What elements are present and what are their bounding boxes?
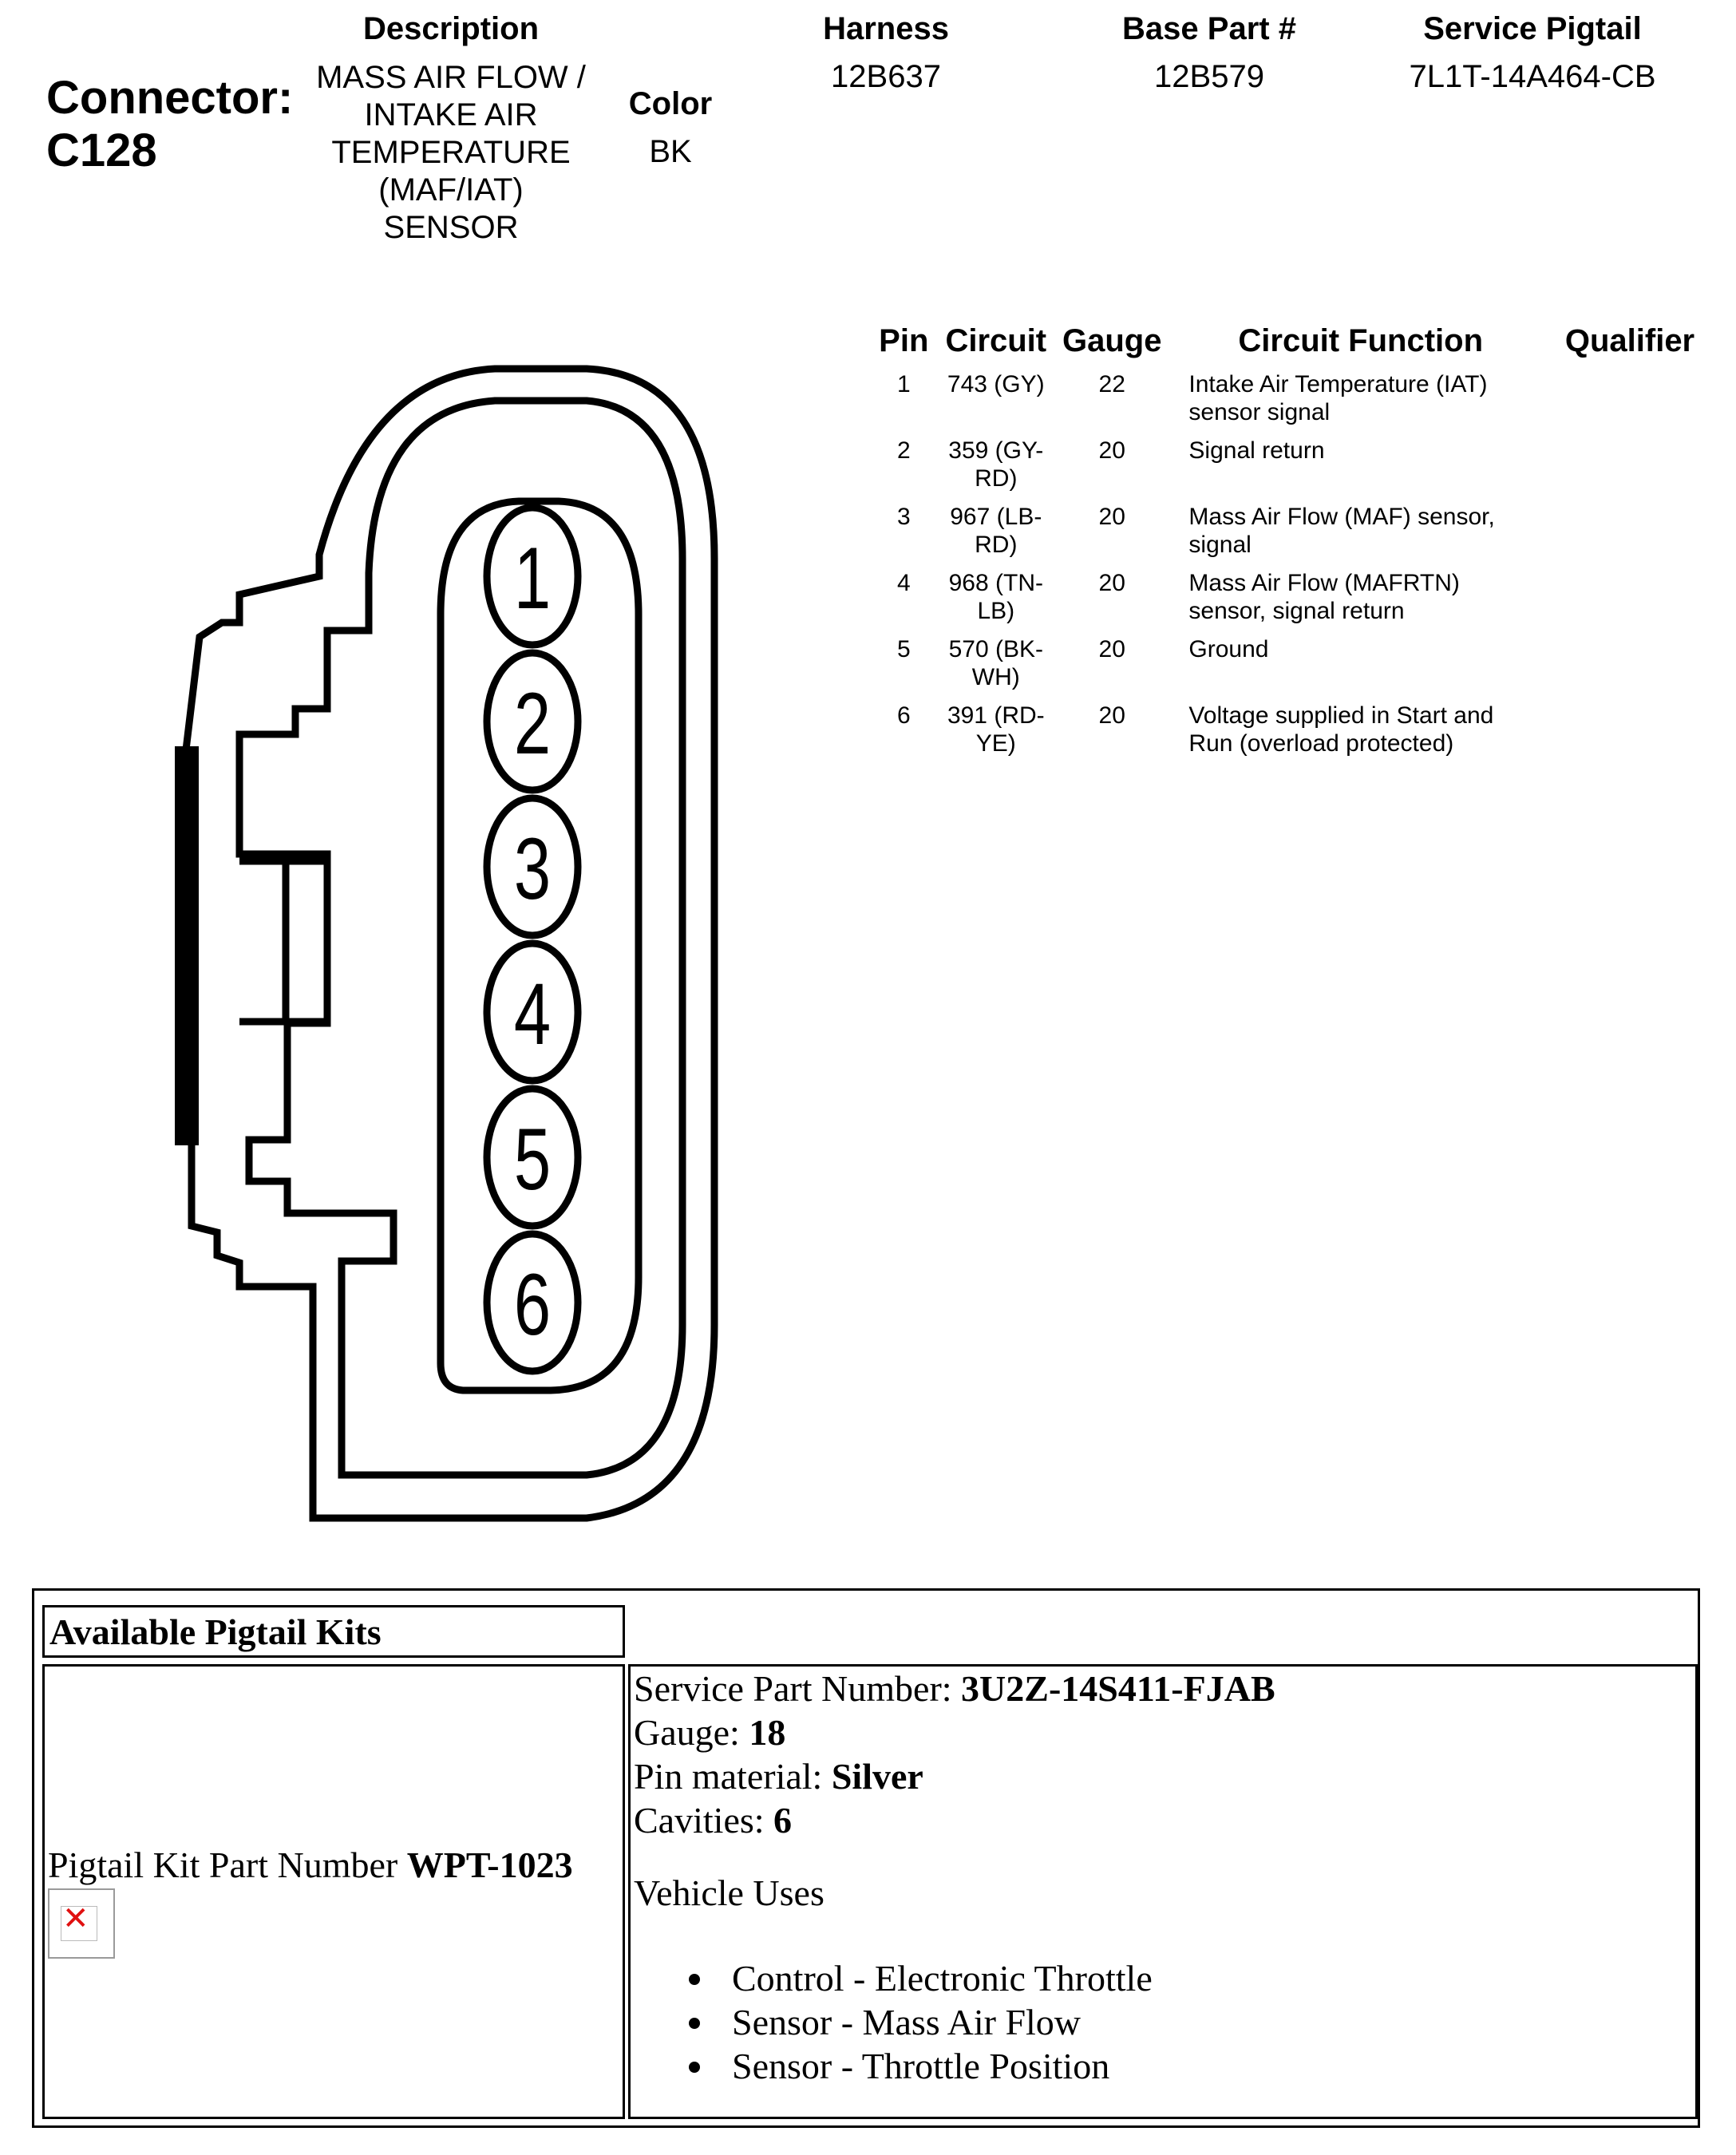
base-part-value: 12B579 bbox=[1154, 59, 1264, 94]
circuit-function-cell-line: Mass Air Flow (MAF) sensor, bbox=[1188, 504, 1495, 530]
cavities-label: Cavities: bbox=[634, 1800, 774, 1841]
vehicle-use-item bbox=[732, 2000, 1275, 2044]
description-line: SENSOR bbox=[383, 210, 519, 245]
circuit-function-cell-line: Voltage supplied in Start and bbox=[1188, 702, 1494, 729]
pin-row bbox=[870, 635, 1708, 702]
gauge-label: Gauge: bbox=[634, 1712, 749, 1753]
pin-row bbox=[870, 503, 1708, 569]
color-value: BK bbox=[649, 134, 692, 169]
circuit-function-cell bbox=[1169, 702, 1552, 768]
circuit-function-cell-line: Signal return bbox=[1188, 437, 1325, 464]
vehicle-use-text: Control - Electronic Throttle bbox=[732, 1958, 1153, 1999]
circuit-cell-line: WH) bbox=[971, 664, 1020, 690]
pigtail-details-cell bbox=[628, 1664, 1698, 2119]
pin-cavity-label: 3 bbox=[513, 819, 552, 918]
pin-cavity-label: 2 bbox=[513, 674, 552, 773]
circuit-cell-line: RD) bbox=[975, 532, 1018, 558]
pin-cavity-label: 1 bbox=[513, 528, 552, 627]
pigtail-kit-cell bbox=[42, 1664, 625, 2119]
pigtail-kits-panel bbox=[32, 1588, 1700, 2128]
col-header-circuit-function: Circuit Function bbox=[1238, 323, 1484, 358]
gauge-cell: 20 bbox=[1098, 570, 1125, 596]
circuit-function-cell-line: signal bbox=[1188, 532, 1252, 558]
circuit-cell-line: 391 (RD- bbox=[947, 702, 1045, 729]
vehicle-uses-list bbox=[634, 1956, 1275, 2088]
circuit-cell bbox=[938, 702, 1054, 768]
service-part-value: 3U2Z-14S411-FJAB bbox=[961, 1668, 1275, 1709]
circuit-function-cell-line: Intake Air Temperature (IAT) bbox=[1188, 371, 1488, 397]
connector-face-diagram bbox=[152, 351, 734, 1532]
circuit-function-cell-line: Ground bbox=[1188, 636, 1269, 662]
broken-image-icon[interactable]: ✕ bbox=[48, 1888, 115, 1959]
circuit-cell bbox=[938, 370, 1054, 437]
gauge-value: 18 bbox=[749, 1712, 786, 1753]
pin-number-cell: 6 bbox=[896, 702, 911, 729]
pin-number-cell: 5 bbox=[896, 636, 911, 662]
qualifier-cell bbox=[1552, 569, 1708, 635]
qualifier-cell bbox=[1552, 370, 1708, 437]
col-header-gauge: Gauge bbox=[1062, 323, 1162, 358]
description-line: INTAKE AIR bbox=[364, 97, 538, 132]
col-header-circuit: Circuit bbox=[945, 323, 1047, 358]
color-header: Color bbox=[628, 86, 713, 121]
description-line: (MAF/IAT) bbox=[378, 172, 524, 208]
circuit-cell bbox=[938, 635, 1054, 702]
pin-number-cell: 1 bbox=[896, 371, 911, 397]
circuit-cell bbox=[938, 569, 1054, 635]
vehicle-use-text: Sensor - Throttle Position bbox=[732, 2046, 1110, 2086]
cavities-value: 6 bbox=[773, 1800, 793, 1841]
pin-table bbox=[870, 323, 1708, 768]
pin-table-body bbox=[870, 370, 1708, 768]
connector-id: C128 bbox=[46, 125, 157, 176]
description-line: TEMPERATURE bbox=[331, 135, 571, 170]
circuit-function-cell-line: Mass Air Flow (MAFRTN) bbox=[1188, 570, 1460, 596]
circuit-function-cell-line: Run (overload protected) bbox=[1188, 730, 1454, 757]
qualifier-cell bbox=[1552, 503, 1708, 569]
pin-table-header-row bbox=[870, 323, 1708, 370]
service-pigtail-header: Service Pigtail bbox=[1423, 11, 1642, 46]
pin-cavity-label: 6 bbox=[513, 1255, 552, 1354]
circuit-cell bbox=[938, 437, 1054, 503]
pin-row bbox=[870, 370, 1708, 437]
circuit-function-cell bbox=[1169, 503, 1552, 569]
kit-part-value: WPT-1023 bbox=[406, 1845, 573, 1885]
circuit-cell-line: 743 (GY) bbox=[947, 371, 1045, 397]
description-text bbox=[303, 59, 599, 247]
housing-inner-outline bbox=[239, 401, 682, 1475]
gauge-row bbox=[634, 1710, 1275, 1754]
pin-cavity-label: 4 bbox=[513, 964, 552, 1063]
qualifier-cell bbox=[1552, 702, 1708, 768]
vehicle-use-text: Sensor - Mass Air Flow bbox=[732, 2002, 1082, 2042]
circuit-function-cell bbox=[1169, 370, 1552, 437]
base-part-header: Base Part # bbox=[1122, 11, 1296, 46]
qualifier-cell bbox=[1552, 635, 1708, 702]
vehicle-use-item bbox=[732, 1956, 1275, 2000]
bullet-icon bbox=[689, 2062, 700, 2073]
pigtail-details bbox=[634, 1667, 1275, 2088]
circuit-cell-line: 968 (TN- bbox=[948, 570, 1043, 596]
gauge-cell: 22 bbox=[1098, 371, 1125, 397]
circuit-cell-line: RD) bbox=[975, 465, 1018, 492]
circuit-function-cell bbox=[1169, 635, 1552, 702]
pigtail-title-cell bbox=[42, 1605, 625, 1658]
harness-header: Harness bbox=[823, 11, 949, 46]
vehicle-use-item bbox=[732, 2044, 1275, 2088]
circuit-cell bbox=[938, 503, 1054, 569]
pin-number-cell: 4 bbox=[896, 570, 911, 596]
vehicle-uses-heading: Vehicle Uses bbox=[634, 1872, 825, 1913]
side-rib bbox=[175, 746, 199, 1145]
pin-row bbox=[870, 437, 1708, 503]
circuit-cell-line: 570 (BK- bbox=[948, 636, 1043, 662]
gauge-cell: 20 bbox=[1098, 504, 1125, 530]
pin-circles bbox=[487, 508, 578, 1371]
circuit-function-cell bbox=[1169, 569, 1552, 635]
gauge-cell: 20 bbox=[1098, 636, 1125, 662]
pin-number-cell: 3 bbox=[896, 504, 911, 530]
circuit-function-cell-line: sensor, signal return bbox=[1188, 598, 1405, 624]
housing-outer-outline bbox=[180, 369, 714, 1518]
bullet-icon bbox=[689, 2018, 700, 2029]
service-part-label: Service Part Number: bbox=[634, 1668, 962, 1709]
gauge-cell: 20 bbox=[1098, 702, 1125, 729]
circuit-cell-line: YE) bbox=[975, 730, 1016, 757]
circuit-cell-line: LB) bbox=[977, 598, 1015, 624]
pin-row bbox=[870, 569, 1708, 635]
gauge-cell: 20 bbox=[1098, 437, 1125, 464]
kit-part-label: Pigtail Kit Part Number bbox=[48, 1845, 407, 1885]
service-pigtail-value: 7L1T-14A464-CB bbox=[1409, 59, 1656, 94]
pin-material-row bbox=[634, 1754, 1275, 1798]
qualifier-cell bbox=[1552, 437, 1708, 503]
pin-material-value: Silver bbox=[831, 1756, 923, 1797]
cavities-row bbox=[634, 1798, 1275, 1842]
circuit-cell-line: 967 (LB- bbox=[950, 504, 1042, 530]
description-header: Description bbox=[362, 11, 540, 46]
circuit-function-cell-line: sensor signal bbox=[1188, 399, 1331, 425]
pin-material-label: Pin material: bbox=[634, 1756, 832, 1797]
circuit-cell-line: 359 (GY- bbox=[948, 437, 1044, 464]
pin-number-cell: 2 bbox=[896, 437, 911, 464]
pin-row bbox=[870, 702, 1708, 768]
col-header-qualifier: Qualifier bbox=[1564, 323, 1695, 358]
pigtail-kit-part-number bbox=[48, 1844, 573, 1886]
pin-cavity-label: 5 bbox=[513, 1109, 552, 1208]
connector-heading bbox=[46, 72, 293, 177]
col-header-pin: Pin bbox=[879, 323, 929, 358]
bullet-icon bbox=[689, 1974, 700, 1985]
circuit-function-cell bbox=[1169, 437, 1552, 503]
description-line: MASS AIR FLOW / bbox=[316, 60, 586, 95]
service-part-number-row bbox=[634, 1667, 1275, 1710]
pigtail-title: Available Pigtail Kits bbox=[49, 1611, 382, 1652]
harness-value: 12B637 bbox=[831, 59, 941, 94]
connector-label: Connector: bbox=[46, 72, 294, 124]
